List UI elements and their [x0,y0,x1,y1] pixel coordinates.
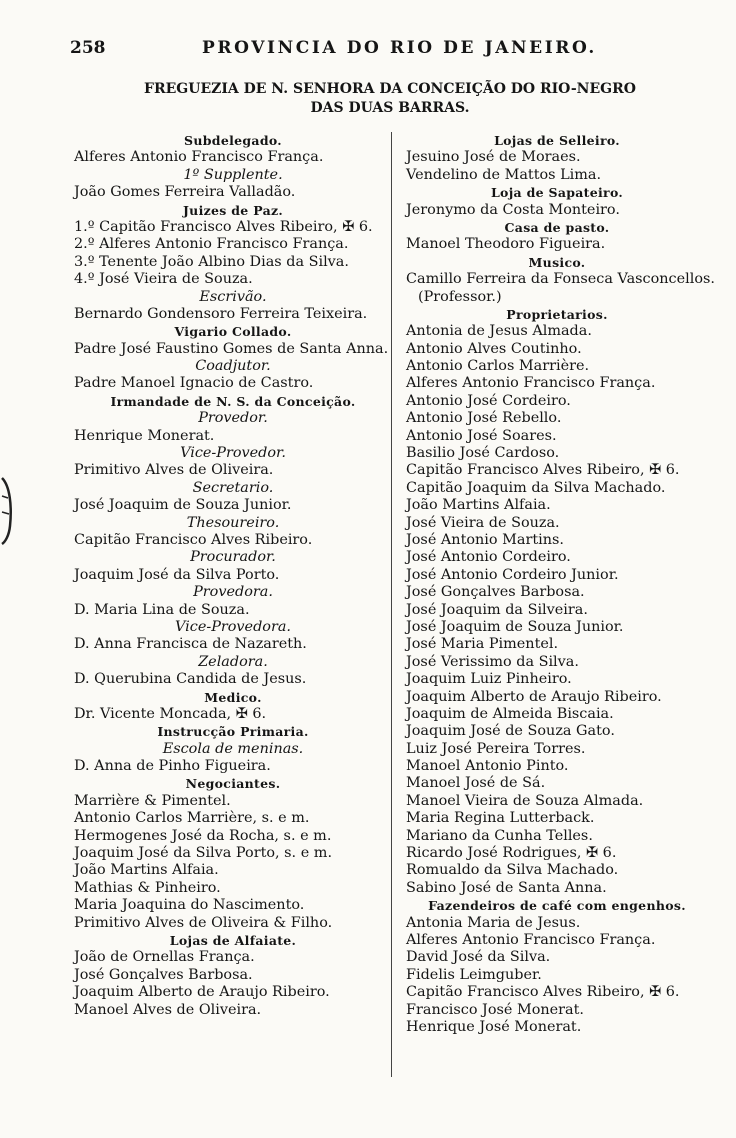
entry-line: Joaquim Alberto de Araujo Ribeiro. [406,688,662,705]
entry-line: Manoel Theodoro Figueira. [406,236,606,253]
entry-line: João Martins Alfaia. [406,497,551,514]
section-heading: Casa de pasto. [504,219,610,235]
section-heading: Instrucção Primaria. [157,724,309,740]
section-heading: Loja de Sapateiro. [490,185,624,201]
entry-line: Primitivo Alves de Oliveira. [74,462,274,479]
entry-line: Capitão Francisco Alves Ribeiro. [74,531,313,548]
entry-line: D. Anna de Pinho Figueira. [74,758,271,775]
entry-line: Maria Regina Lutterback. [406,810,595,827]
entry-line: Hermogenes José da Rocha, s. e m. [74,827,332,844]
entry-line: Luiz José Pereira Torres. [406,740,586,757]
entry-line: 3.º Tenente João Albino Dias da Silva. [74,253,349,270]
section-heading: Negociantes. [185,776,281,792]
entry-line: José Gonçalves Barbosa. [406,584,585,601]
entry-line: Mathias & Pinheiro. [74,879,221,896]
entry-line: Henrique José Monerat. [406,1018,582,1035]
section-heading: Medico. [204,689,262,705]
entry-line: Antonia Maria de Jesus. [406,914,581,931]
entry-line: Antonio José Rebello. [406,410,562,427]
section-heading: Lojas de Alfaiate. [169,932,297,948]
entry-line: D. Querubina Candida de Jesus. [74,671,307,688]
office-subheading: Vice-Provedora. [175,618,291,635]
office-subheading: Zeladora. [198,653,268,670]
entry-line: Ricardo José Rodrigues, ✠ 6. [406,845,617,862]
entry-line: Alferes Antonio Francisco França. [406,375,656,392]
entry-line: Sabino José de Santa Anna. [406,879,607,896]
section-title-line-2: DAS DUAS BARRAS. [310,100,470,116]
entry-line: Antonio Alves Coutinho. [406,340,582,357]
entry-line: Antonia de Jesus Almada. [406,323,592,340]
entry-line: D. Anna Francisca de Nazareth. [74,636,307,653]
entry-line: José Verissimo da Silva. [406,653,579,670]
entry-line: Alferes Antonio Francisco França. [74,149,324,166]
entry-line: Fidelis Leimguber. [406,966,542,983]
entry-line: 4.º José Vieira de Souza. [74,271,253,288]
section-title [90,80,690,118]
office-subheading: Escrivão. [199,288,267,305]
office-subheading: 1º Supplente. [183,166,283,183]
right-column [396,132,718,1036]
entry-line: Antonio José Soares. [406,427,557,444]
column-divider [391,132,392,1077]
entry-line: José Joaquim de Souza Junior. [406,618,624,635]
office-subheading: Provedora. [193,584,273,601]
entry-line: Capitão Francisco Alves Ribeiro, ✠ 6. [406,984,680,1001]
office-subheading: Vice-Provedor. [180,445,286,462]
section-heading: Subdelegado. [184,133,282,148]
entry-line: David José da Silva. [406,949,551,966]
entry-line: Primitivo Alves de Oliveira & Filho. [74,914,333,931]
office-subheading: Thesoureiro. [186,514,280,531]
entry-line: Joaquim José da Silva Porto. [74,566,280,583]
section-heading: Juizes de Paz. [182,202,284,218]
entry-line: Alferes Antonio Francisco França. [406,931,656,948]
entry-line: Joaquim José da Silva Porto, s. e m. [74,845,333,862]
entry-line: José Maria Pimentel. [406,636,559,653]
entry-line: Manoel José de Sá. [406,775,546,792]
entry-line: José Antonio Cordeiro. [406,549,571,566]
entry-line: Henrique Monerat. [74,427,215,444]
entry-continuation: (Professor.) [418,288,502,305]
section-heading: Irmandade de N. S. da Conceição. [110,393,356,409]
section-heading: Vigario Collado. [174,324,292,340]
page-header [70,36,630,60]
entry-line: João Martins Alfaia. [74,862,219,879]
office-subheading: Escola de meninas. [162,740,304,757]
entry-line: Francisco José Monerat. [406,1001,584,1018]
entry-line: José Vieira de Souza. [406,514,560,531]
entry-line: Manoel Alves de Oliveira. [74,1001,262,1018]
entry-line: Mariano da Cunha Telles. [406,827,593,844]
entry-line: Padre José Faustino Gomes de Santa Anna. [74,340,389,357]
entry-line: Jeronymo da Costa Monteiro. [406,201,620,218]
entry-line: Bernardo Gondensoro Ferreira Teixeira. [74,305,368,322]
entry-line: João de Ornellas França. [74,949,255,966]
entry-line: Antonio Carlos Marrière, s. e m. [74,810,310,827]
entry-line: Manoel Vieira de Souza Almada. [406,792,644,809]
entry-line: Jesuino José de Moraes. [406,149,581,166]
entry-line: Antonio José Cordeiro. [406,392,571,409]
entry-line: Antonio Carlos Marrière. [406,358,590,375]
office-subheading: Provedor. [198,410,268,427]
entry-line: Vendelino de Mattos Lima. [406,166,602,183]
entry-line: Capitão Francisco Alves Ribeiro, ✠ 6. [406,462,680,479]
entry-line: José Joaquim da Silveira. [406,601,588,618]
entry-line: 1.º Capitão Francisco Alves Ribeiro, ✠ 6. [74,218,373,235]
page-number: 258 [70,38,106,58]
office-subheading: Procurador. [190,549,276,566]
entry-line: João Gomes Ferreira Valladão. [74,184,296,201]
section-heading: Musico. [528,254,586,270]
entry-line: Padre Manoel Ignacio de Castro. [74,375,314,392]
section-heading: Lojas de Selleiro. [494,133,620,148]
entry-line: Romualdo da Silva Machado. [406,862,619,879]
section-title-line-1: FREGUEZIA DE N. SENHORA DA CONCEIÇÃO DO RIO-NEGRO [144,81,636,97]
entry-line: Maria Joaquina do Nascimento. [74,897,305,914]
office-subheading: Coadjutor. [195,358,271,375]
left-column [74,132,392,1019]
entry-line: Camillo Ferreira da Fonseca Vasconcellos. [406,271,715,288]
office-subheading: Secretario. [192,479,274,496]
section-heading: Fazendeiros de café com engenhos. [428,898,686,914]
entry-line: José Antonio Martins. [406,531,564,548]
entry-line: Capitão Joaquim da Silva Machado. [406,479,666,496]
entry-line: José Gonçalves Barbosa. [74,966,253,983]
entry-line: Joaquim Luiz Pinheiro. [406,671,572,688]
binding-edge-mark [0,476,14,546]
entry-line: Joaquim José de Souza Gato. [406,723,615,740]
entry-line: José Antonio Cordeiro Junior. [406,566,619,583]
running-title: PROVINCIA DO RIO DE JANEIRO. [202,38,597,58]
entry-line: Basilio José Cardoso. [406,445,560,462]
section-heading: Proprietarios. [506,306,608,322]
entry-line: Dr. Vicente Moncada, ✠ 6. [74,705,267,722]
entry-line: Joaquim Alberto de Araujo Ribeiro. [74,984,330,1001]
entry-line: Manoel Antonio Pinto. [406,758,569,775]
entry-line: Joaquim de Almeida Biscaia. [406,705,614,722]
entry-line: José Joaquim de Souza Junior. [74,497,292,514]
entry-line: D. Maria Lina de Souza. [74,601,250,618]
entry-line: 2.º Alferes Antonio Francisco França. [74,236,349,253]
entry-line: Marrière & Pimentel. [74,792,231,809]
